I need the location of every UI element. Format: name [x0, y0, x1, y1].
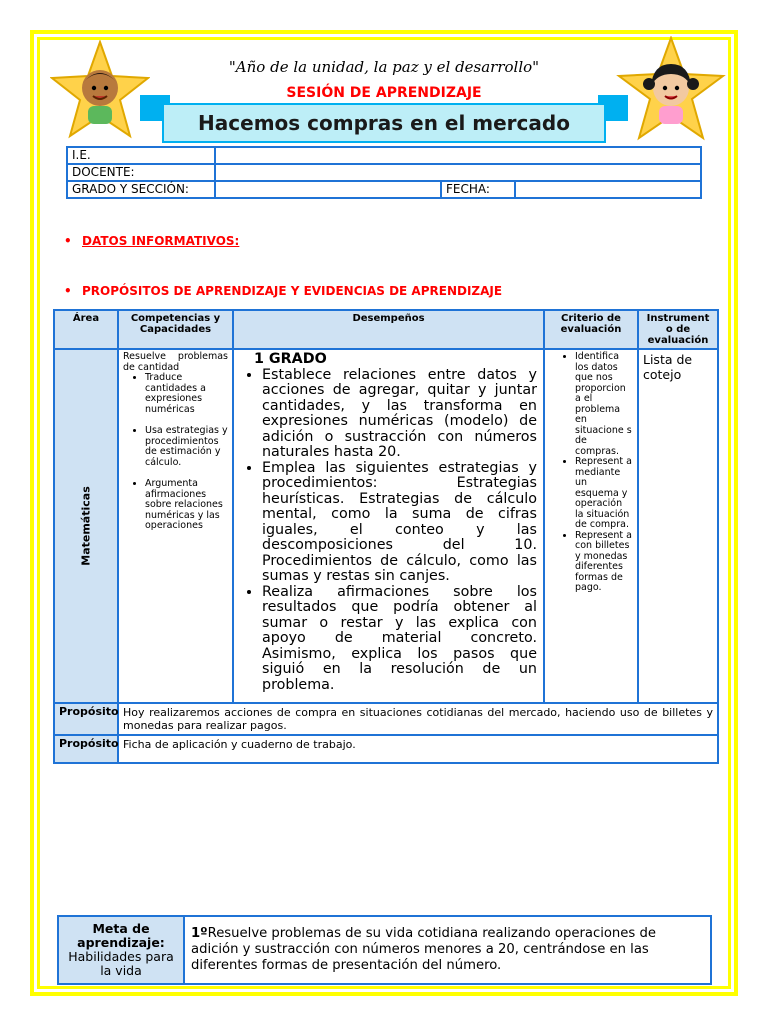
- learning-table: [53, 309, 719, 764]
- competencia-lead: Resuelve problemas de cantidad: [123, 351, 228, 373]
- proposito-label: Propósito: [54, 703, 118, 735]
- title-banner: [162, 103, 606, 143]
- desempeno-item: • Emplea las siguientes estrategias y procedimientos: Estrategias heurísticas. Estrategias de cálculo mental, como la suma de cifras iguales, el conteo y las descomposiciones del 10. Procedimientos de cálculo, como las sumas y restas sin canjes.: [262, 461, 537, 585]
- desempeno-item: • Realiza afirmaciones sobre los resultados que podría obtener al sumar o restar y las explica con apoyo de material concreto. Asimismo, explica los pasos que siguió en la resolución de un problema.: [262, 585, 537, 694]
- area-cell: [54, 349, 118, 703]
- criterio-item: • Represent a con billetes y monedas diferentes formas de pago.: [575, 531, 633, 594]
- header-area: Área: [54, 310, 118, 349]
- desempenos-cell: [233, 349, 544, 703]
- area-label: Matemáticas: [79, 486, 93, 566]
- header-instrumento: Instrument o de evaluación: [638, 310, 718, 349]
- session-title: SESIÓN DE APRENDIZAJE: [286, 85, 482, 101]
- section-datos: • DATOS INFORMATIVOS:: [64, 234, 240, 248]
- instrumento-cell: Lista de cotejo: [638, 349, 718, 703]
- criterios-cell: [544, 349, 638, 703]
- grade-label: 1 GRADO: [254, 351, 327, 367]
- meta-text: Resuelve problemas de su vida cotidiana realizando operaciones de adición y sustracción con números menores a 20, centrándose en las diferentes formas de presentación del número.: [191, 926, 656, 973]
- fecha-label: FECHA:: [441, 181, 515, 198]
- section-datos-label: DATOS INFORMATIVOS:: [82, 234, 240, 248]
- evidencia-text: Ficha de aplicación y cuaderno de trabajo.: [118, 735, 718, 763]
- competencias-cell: [118, 349, 233, 703]
- meta-text-cell: [184, 916, 711, 984]
- header-criterio: Criterio de evaluación: [544, 310, 638, 349]
- criterio-item: • Represent a mediante un esquema y operación la situación de compra.: [575, 457, 633, 531]
- capacidad-item: • Usa estrategias y procedimientos de estimación y cálculo.: [145, 426, 228, 468]
- meta-label-cell: [58, 916, 184, 984]
- ie-field[interactable]: [215, 147, 701, 164]
- docente-field[interactable]: [215, 164, 701, 181]
- page-title: Hacemos compras en el mercado: [198, 111, 570, 135]
- grado-label: GRADO Y SECCIÓN:: [67, 181, 215, 198]
- header-competencias: Competencias y Capacidades: [118, 310, 233, 349]
- docente-label: DOCENTE:: [67, 164, 215, 181]
- meta-table: [57, 915, 712, 985]
- desempeno-item: • Establece relaciones entre datos y acciones de agregar, quitar y juntar cantidades, y las transforma en expresiones numéricas (modelo) de adición o sustracción con números naturales hasta 20.: [262, 368, 537, 461]
- meta-label: Meta de aprendizaje:: [77, 921, 165, 950]
- motto: "Año de la unidad, la paz y el desarrollo": [228, 58, 540, 76]
- grado-field[interactable]: [215, 181, 441, 198]
- meta-sublabel: Habilidades para la vida: [68, 949, 174, 978]
- ie-label: I.E.: [67, 147, 215, 164]
- info-table: [66, 146, 702, 199]
- fecha-field[interactable]: [515, 181, 701, 198]
- section-propositos-label: PROPÓSITOS DE APRENDIZAJE Y EVIDENCIAS DE APRENDIZAJE: [82, 284, 503, 298]
- criterio-item: • Identifica los datos que nos proporcion a el problema en situacione s de compras.: [575, 352, 633, 457]
- capacidad-item: • Traduce cantidades a expresiones numéricas: [145, 373, 228, 415]
- proposito-text: Hoy realizaremos acciones de compra en situaciones cotidianas del mercado, haciendo uso de billetes y monedas para realizar pagos.: [118, 703, 718, 735]
- header-desempenos: Desempeños: [233, 310, 544, 349]
- meta-prefix: 1º: [191, 926, 208, 941]
- evidencia-label: Propósito: [54, 735, 118, 763]
- capacidad-item: • Argumenta afirmaciones sobre relaciones numéricas y las operaciones: [145, 479, 228, 532]
- section-propositos: • PROPÓSITOS DE APRENDIZAJE Y EVIDENCIAS DE APRENDIZAJE: [64, 284, 503, 298]
